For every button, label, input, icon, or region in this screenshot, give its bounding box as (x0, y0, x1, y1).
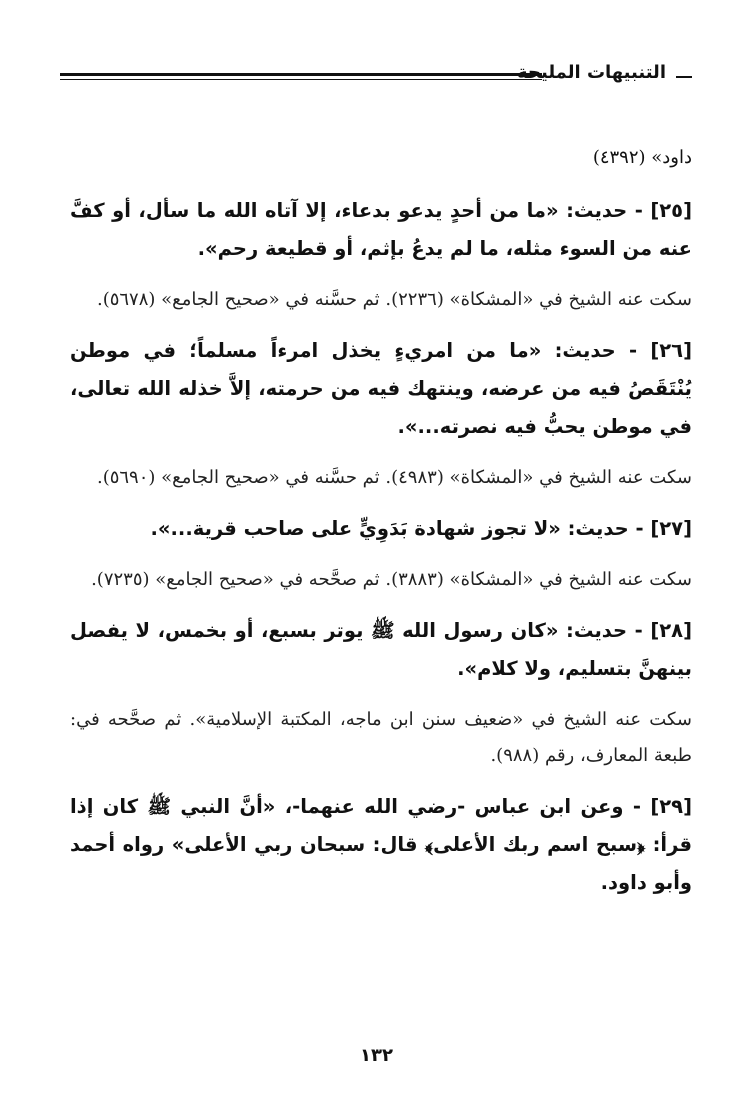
hadith-29: [٢٩] - وعن ابن عباس -رضي الله عنهما-، «أنَّ النبي ﷺ كان إذا قرأ: ﴿سبح اسم ربك الأعلى﴾ قال: سبحان ربي الأعلى» رواه أحمد وأبو داود. (70, 795, 692, 894)
comment-27: سكت عنه الشيخ في «المشكاة» (٣٨٨٣). ثم صحَّحه في «صحيح الجامع» (٧٢٣٥). (91, 569, 692, 590)
header-title: التنبيهات المليحة (517, 62, 666, 83)
comment-26: سكت عنه الشيخ في «المشكاة» (٤٩٨٣). ثم حسَّنه في «صحيح الجامع» (٥٦٩٠). (96, 467, 692, 488)
hadith-27: [٢٧] - حديث: «لا تجوز شهادة بَدَوِيٍّ على صاحب قرية...». (150, 517, 692, 540)
hadith-25: [٢٥] - حديث: «ما من أحدٍ يدعو بدعاء، إلا آتاه الله ما سأل، أو كفَّ عنه من السوء مثله، ما لم يدعُ بإثم، أو قطيعة رحم». (70, 199, 692, 260)
page-number: ١٣٢ (360, 1045, 393, 1066)
header-dash (676, 76, 692, 78)
page-body (70, 140, 692, 902)
continuation-line: داود» (٤٣٩٢) (592, 147, 692, 168)
comment-25: سكت عنه الشيخ في «المشكاة» (٢٢٣٦). ثم حسَّنه في «صحيح الجامع» (٥٦٧٨). (96, 289, 692, 310)
running-header (60, 62, 692, 92)
header-rule (60, 73, 542, 80)
comment-28: سكت عنه الشيخ في «ضعيف سنن ابن ماجه، المكتبة الإسلامية». ثم صحَّحه في: طبعة المعارف، رقم (٩٨٨). (70, 709, 692, 766)
hadith-28: [٢٨] - حديث: «كان رسول الله ﷺ يوتر بسبع، أو بخمس، لا يفصل بينهنَّ بتسليم، ولا كلام». (70, 619, 692, 680)
hadith-26: [٢٦] - حديث: «ما من امريءٍ يخذل امرءاً مسلماً؛ في موطن يُنْتَقَصُ فيه من عرضه، وينتهك فيه من حرمته، إلاَّ خذله الله تعالى، في موطن يحبُّ فيه نصرته...». (70, 339, 692, 438)
